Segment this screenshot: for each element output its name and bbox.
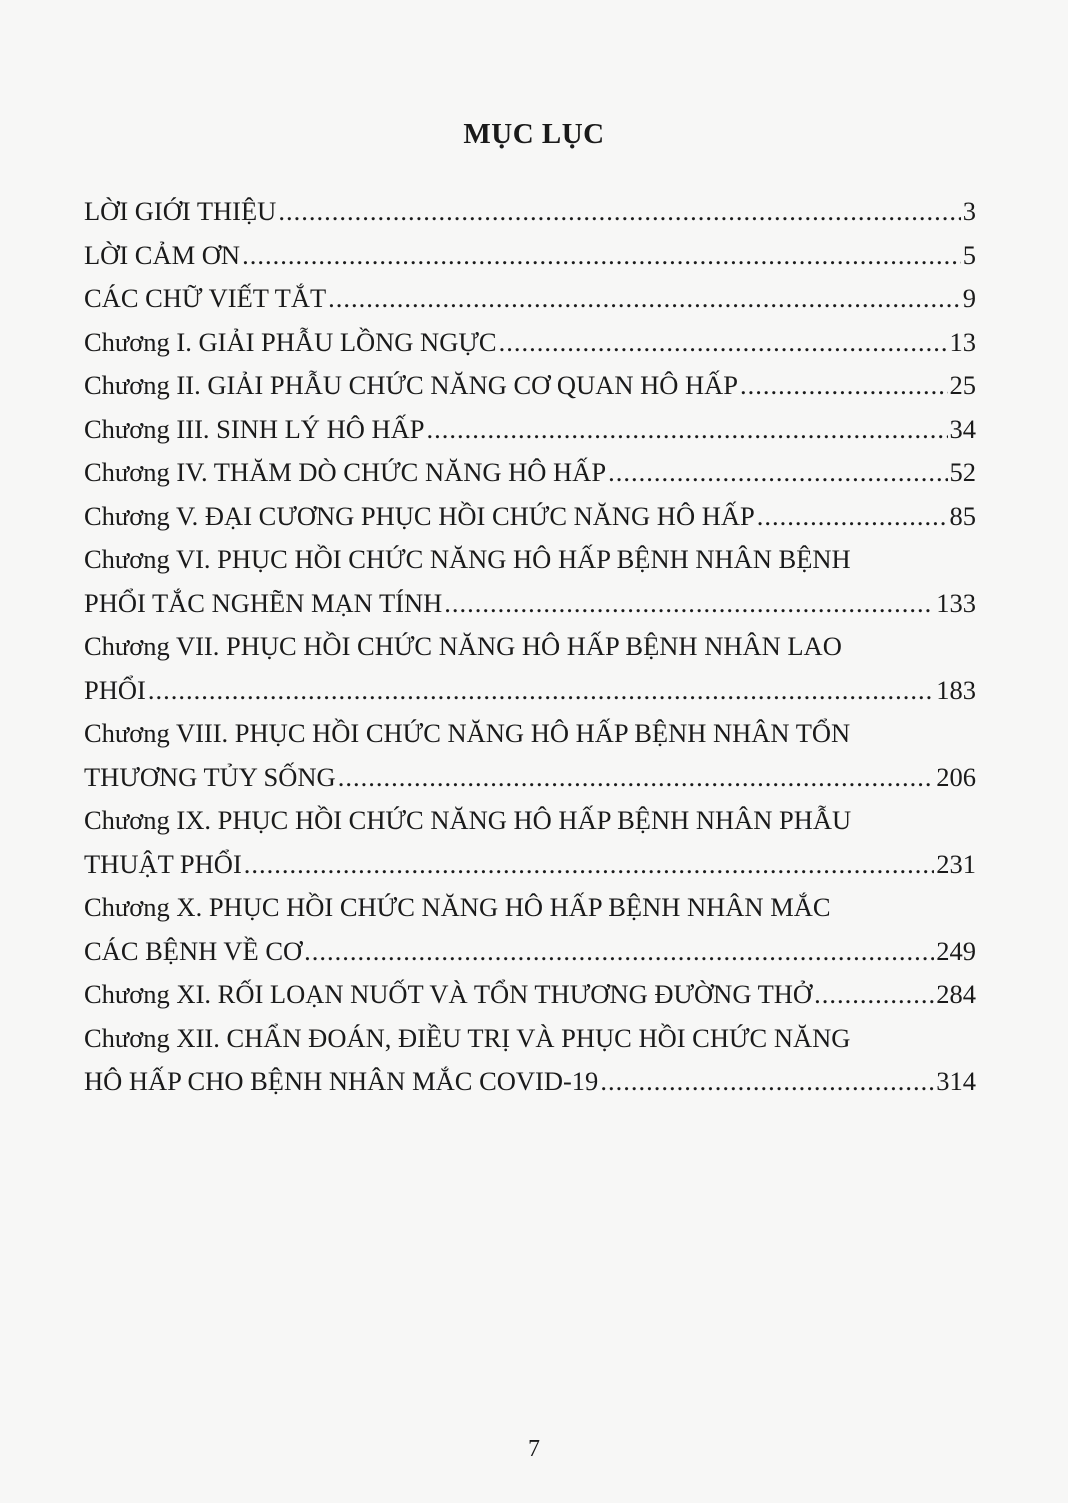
page-title: MỤC LỤC: [463, 118, 605, 150]
toc-entry-page: 85: [949, 500, 976, 531]
toc-entry-title-line1: Chương X. PHỤC HỒI CHỨC NĂNG HÔ HẤP BỆNH NHÂN MẮC: [84, 892, 831, 922]
toc-entry-page: 3: [962, 196, 976, 226]
toc-entry-title: Chương IV. THĂM DÒ CHỨC NĂNG HÔ HẤP: [84, 457, 607, 487]
toc-entry-page: 13: [949, 326, 976, 357]
toc-entry-title: HÔ HẤP CHO BỆNH NHÂN MẮC COVID-19: [84, 1066, 599, 1096]
toc-entry-title: LỜI GIỚI THIỆU: [84, 196, 277, 226]
toc-entry-title: THƯƠNG TỦY SỐNG: [84, 761, 336, 792]
toc-entry-page: 34: [949, 413, 976, 444]
table-of-contents: [84, 190, 976, 1104]
toc-entry-page: 183: [936, 674, 976, 705]
toc-entry-title: Chương III. SINH LÝ HÔ HẤP: [84, 413, 425, 444]
dot-leader: [814, 973, 934, 1017]
toc-entry-title: PHỔI: [84, 674, 146, 705]
dot-leader: [328, 277, 961, 321]
toc-entry-thanks: [84, 234, 976, 278]
toc-entry-chapter-10: [84, 886, 976, 973]
toc-entry-page: 25: [949, 370, 976, 400]
dot-leader: [278, 190, 960, 234]
dot-leader: [600, 1060, 934, 1104]
toc-entry-title: CÁC BỆNH VỀ CƠ: [84, 935, 303, 966]
dot-leader: [499, 321, 948, 365]
toc-entry-chapter-2: [84, 364, 976, 408]
toc-entry-chapter-1: [84, 321, 976, 365]
toc-entry-title: Chương I. GIẢI PHẪU LỒNG NGỰC: [84, 326, 497, 357]
toc-entry-chapter-3: [84, 408, 976, 452]
dot-leader: [740, 364, 947, 408]
page-number: 7: [528, 1436, 540, 1462]
toc-entry-abbreviations: [84, 277, 976, 321]
toc-entry-title: THUẬT PHỔI: [84, 848, 242, 879]
toc-entry-page: 314: [936, 1066, 976, 1096]
dot-leader: [608, 451, 947, 495]
toc-entry-chapter-5: [84, 495, 976, 539]
toc-entry-page: 5: [962, 239, 976, 270]
toc-entry-page: 9: [962, 283, 976, 313]
toc-entry-title: CÁC CHỮ VIẾT TẮT: [84, 283, 327, 313]
toc-entry-title: Chương V. ĐẠI CƯƠNG PHỤC HỒI CHỨC NĂNG HÔ HẤP: [84, 500, 755, 531]
dot-leader: [757, 495, 948, 539]
dot-leader: [426, 408, 947, 452]
toc-entry-page: 206: [936, 761, 976, 792]
toc-entry-page: 231: [936, 848, 976, 879]
toc-entry-chapter-4: [84, 451, 976, 495]
toc-entry-chapter-7: [84, 625, 976, 712]
toc-entry-intro: [84, 190, 976, 234]
dot-leader: [338, 756, 935, 800]
toc-entry-title: Chương XI. RỐI LOẠN NUỐT VÀ TỔN THƯƠNG ĐƯỜNG THỞ: [84, 979, 813, 1009]
toc-entry-title: PHỔI TẮC NGHẼN MẠN TÍNH: [84, 587, 443, 618]
toc-entry-title-line1: Chương VIII. PHỤC HỒI CHỨC NĂNG HÔ HẤP BỆNH NHÂN TỔN: [84, 718, 851, 748]
dot-leader: [444, 582, 934, 626]
toc-entry-title-line1: Chương IX. PHỤC HỒI CHỨC NĂNG HÔ HẤP BỆNH NHÂN PHẪU: [84, 805, 852, 835]
toc-entry-chapter-9: [84, 799, 976, 886]
dot-leader: [304, 930, 934, 974]
toc-entry-page: 133: [936, 587, 976, 618]
toc-entry-chapter-6: [84, 538, 976, 625]
toc-entry-page: 284: [936, 979, 976, 1009]
toc-entry-title-line1: Chương VI. PHỤC HỒI CHỨC NĂNG HÔ HẤP BỆNH NHÂN BỆNH: [84, 544, 851, 574]
dot-leader: [148, 669, 934, 713]
toc-entry-title: LỜI CẢM ƠN: [84, 239, 241, 270]
toc-entry-page: 249: [936, 935, 976, 966]
dot-leader: [244, 843, 934, 887]
toc-entry-title: Chương II. GIẢI PHẪU CHỨC NĂNG CƠ QUAN HÔ HẤP: [84, 370, 739, 400]
toc-entry-chapter-11: [84, 973, 976, 1017]
toc-entry-page: 52: [949, 457, 976, 487]
dot-leader: [242, 234, 961, 278]
toc-entry-chapter-12: [84, 1017, 976, 1104]
toc-entry-chapter-8: [84, 712, 976, 799]
toc-entry-title-line1: Chương XII. CHẨN ĐOÁN, ĐIỀU TRỊ VÀ PHỤC HỒI CHỨC NĂNG: [84, 1022, 851, 1053]
toc-entry-title-line1: Chương VII. PHỤC HỒI CHỨC NĂNG HÔ HẤP BỆNH NHÂN LAO: [84, 631, 842, 661]
